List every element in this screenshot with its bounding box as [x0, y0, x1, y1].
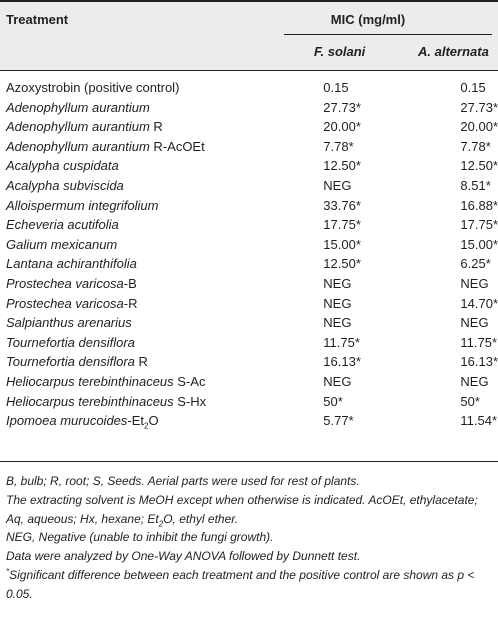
- treatment-cell: Acalypha cuspidata: [6, 158, 119, 174]
- table-row: [0, 137, 498, 157]
- table-row: [0, 352, 498, 372]
- table-row: [0, 117, 498, 137]
- a-alternata-value: NEG: [460, 315, 489, 331]
- a-alternata-value: 20.00*: [460, 119, 498, 135]
- treatment-cell: Acalypha subviscida: [6, 177, 124, 193]
- f-solani-value: 12.50*: [323, 256, 361, 272]
- f-solani-value: 17.75*: [323, 217, 361, 233]
- table-row: [0, 78, 498, 98]
- f-solani-value: 20.00*: [323, 119, 361, 135]
- treatment-cell: Adenophyllum aurantium: [6, 99, 150, 115]
- treatment-cell: Azoxystrobin (positive control): [6, 80, 180, 95]
- table-header: [0, 0, 498, 70]
- treatment-cell: Galium mexicanum: [6, 236, 118, 252]
- table-footnotes: [6, 472, 492, 604]
- a-alternata-value: 17.75*: [460, 217, 498, 233]
- a-alternata-value: NEG: [460, 373, 489, 389]
- a-alternata-value: NEG: [460, 275, 489, 291]
- treatment-header: Treatment: [6, 12, 69, 27]
- treatment-cell: Heliocarpus terebinthinaceus S-Ac: [6, 373, 206, 389]
- col-header-a-alternata: A. alternata: [418, 44, 489, 59]
- f-solani-value: 15.00*: [323, 236, 361, 252]
- treatment-cell: Tournefortia densiflora R: [6, 354, 148, 370]
- col-header-f-solani: F. solani: [314, 44, 366, 59]
- a-alternata-value: 14.70*: [460, 295, 498, 311]
- f-solani-value: NEG: [323, 295, 352, 311]
- treatment-cell: Alloispermum integrifolium: [6, 197, 159, 213]
- table-row: [0, 156, 498, 176]
- a-alternata-value: 6.25*: [460, 256, 491, 272]
- table-body: [0, 78, 498, 431]
- treatment-cell: Heliocarpus terebinthinaceus S-Hx: [6, 393, 207, 409]
- treatment-cell: Prostechea varicosa-R: [6, 295, 138, 311]
- table-row: [0, 392, 498, 412]
- a-alternata-value: 8.51*: [460, 177, 491, 193]
- treatment-cell: Lantana achiranthifolia: [6, 256, 137, 272]
- f-solani-value: 16.13*: [323, 354, 361, 370]
- treatment-cell: Tournefortia densiflora: [6, 334, 135, 350]
- treatment-cell: Adenophyllum aurantium R-AcOEt: [6, 138, 205, 154]
- a-alternata-value: 11.75*: [460, 334, 498, 350]
- mic-header: MIC (mg/ml): [330, 12, 406, 27]
- table-row: [0, 333, 498, 353]
- table-row: [0, 294, 498, 314]
- a-alternata-value: 7.78*: [460, 138, 491, 154]
- treatment-cell: Prostechea varicosa-B: [6, 275, 137, 291]
- f-solani-value: 11.75*: [323, 334, 360, 350]
- f-solani-value: NEG: [323, 315, 352, 331]
- footnote-negative: NEG, Negative (unable to inhibit the fungi growth).: [6, 530, 274, 545]
- footnote-significance: *Significant difference between each treatment and the positive control are shown as p < 0.05.: [6, 566, 475, 601]
- f-solani-value: 50*: [323, 393, 343, 409]
- table-row: [0, 372, 498, 392]
- f-solani-value: 33.76*: [323, 197, 361, 213]
- f-solani-value: 7.78*: [323, 138, 354, 154]
- a-alternata-value: 0.15: [460, 80, 486, 95]
- table-row: [0, 176, 498, 196]
- a-alternata-value: 50*: [460, 393, 480, 409]
- table-row: [0, 274, 498, 294]
- f-solani-value: NEG: [323, 373, 352, 389]
- treatment-cell: Echeveria acutifolia: [6, 217, 119, 233]
- table-row: [0, 196, 498, 216]
- bottom-rule: [0, 461, 498, 462]
- a-alternata-value: 16.88*: [460, 197, 498, 213]
- table-row: [0, 411, 498, 431]
- top-rule: [0, 0, 498, 2]
- a-alternata-value: 12.50*: [460, 158, 498, 174]
- table-row: [0, 215, 498, 235]
- table-row: [0, 235, 498, 255]
- footnote-solvent: The extracting solvent is MeOH except when otherwise is indicated. AcOEt, ethylacetate; Aq, aqueous; Hx, hexane; $Et_2O$, ethyl ether.: [6, 492, 478, 528]
- a-alternata-value: 27.73*: [460, 99, 498, 115]
- header-rule: [0, 70, 498, 71]
- treatment-cell: Adenophyllum aurantium R: [6, 119, 163, 135]
- f-solani-value: 27.73*: [323, 99, 361, 115]
- table-row: [0, 254, 498, 274]
- f-solani-value: 0.15: [323, 80, 349, 95]
- treatment-cell: Salpianthus arenarius: [6, 315, 132, 331]
- footnote-statistics: Data were analyzed by One-Way ANOVA followed by Dunnett test.: [6, 549, 361, 564]
- table-row: [0, 98, 498, 118]
- a-alternata-value: 15.00*: [460, 236, 498, 252]
- footnote-abbreviations: B, bulb; R, root; S, Seeds. Aerial parts were used for rest of plants.: [6, 474, 360, 488]
- mic-underline: [284, 34, 492, 35]
- f-solani-value: NEG: [323, 275, 352, 291]
- a-alternata-value: 16.13*: [460, 354, 498, 370]
- a-alternata-value: 11.54*: [460, 413, 498, 429]
- f-solani-value: 5.77*: [323, 413, 354, 429]
- f-solani-value: 12.50*: [323, 158, 361, 174]
- table-row: [0, 313, 498, 333]
- treatment-cell: Ipomoea murucoides-$Et_2O$: [6, 413, 159, 431]
- f-solani-value: NEG: [323, 177, 352, 193]
